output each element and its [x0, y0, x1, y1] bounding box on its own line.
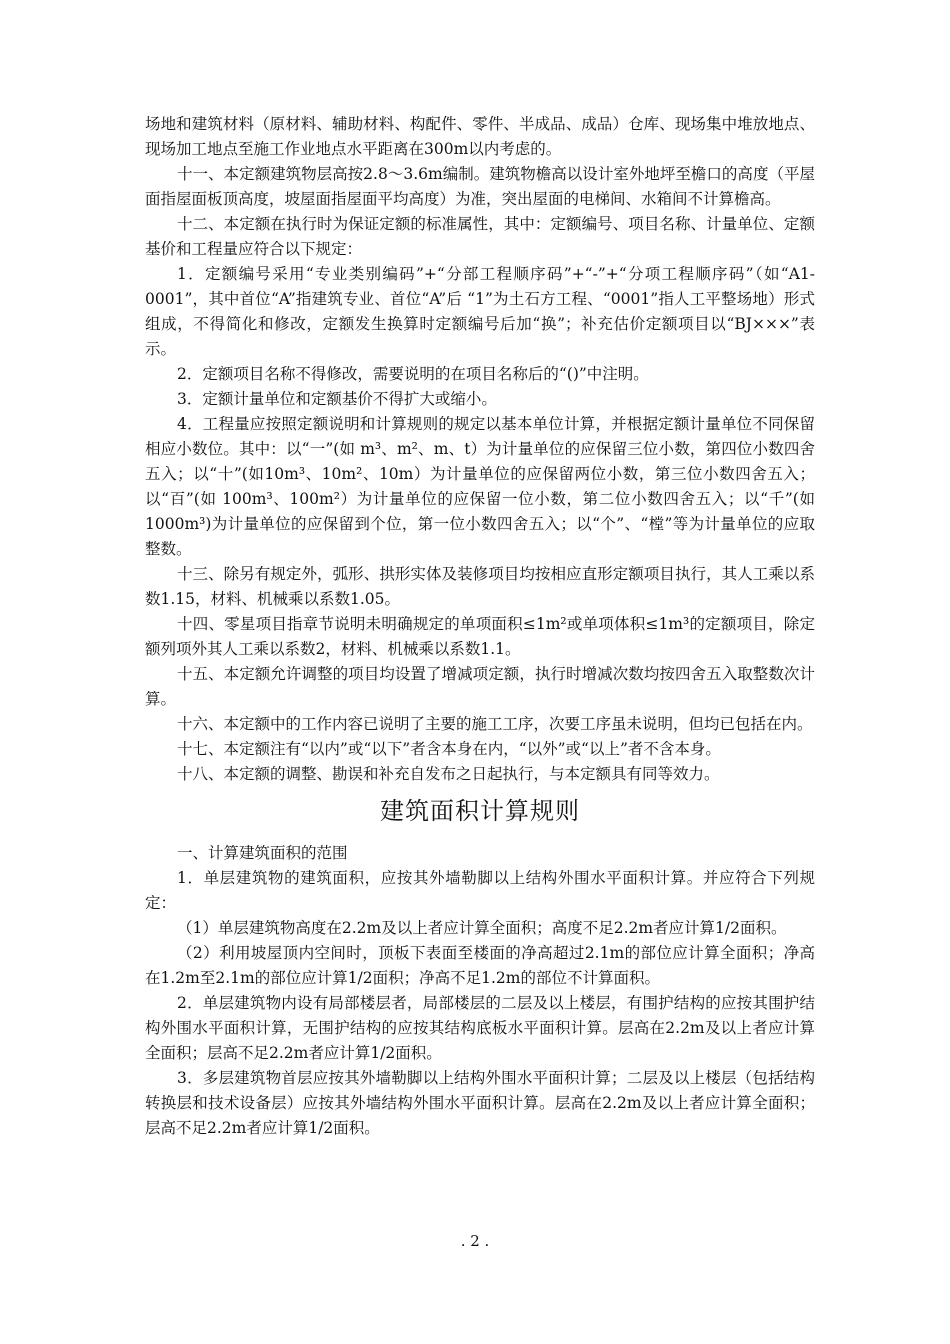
paragraph: 十四、零星项目指章节说明未明确规定的单项面积≤1m²或单项体积≤1m³的定额项目，除定额列项外其人工乘以系数2，材料、机械乘以系数1.1。 [145, 615, 815, 658]
paragraph: 3．定额计量单位和定额基价不得扩大或缩小。 [177, 390, 497, 408]
paragraph: 十六、本定额中的工作内容已说明了主要的施工工序，次要工序虽未说明，但均已包括在内。 [177, 715, 813, 733]
paragraph: 1．定额编号采用“专业类别编码”+“分部工程顺序码”+“-”+“分项工程顺序码”（如“A1-0001”，其中首位“A”指建筑专业、首位“A”后 “1”为土石方工程、“0001”指人工平整场地）形式组成，不得简化和修改，定额发生换算时定额编号后加“换”；补充估价定额项目以“BJ×××”表示。 [145, 265, 815, 358]
paragraph: （2）利用坡屋顶内空间时，顶板下表面至楼面的净高超过2.1m的部位应计算全面积；净高在1.2m至2.1m的部位应计算1/2面积；净高不足1.2m的部位不计算面积。 [145, 944, 815, 987]
paragraph: 2．定额项目名称不得修改，需要说明的在项目名称后的“()”中注明。 [177, 365, 649, 383]
paragraph: 十七、本定额注有“以内”或“以下”者含本身在内，“以外”或“以上”者不含本身。 [177, 740, 721, 758]
section-title: 建筑面积计算规则 [380, 797, 580, 825]
paragraph: 2．单层建筑物内设有局部楼层者，局部楼层的二层及以上楼层，有围护结构的应按其围护结构外围水平面积计算，无围护结构的应按其结构底板水平面积计算。层高在2.2m及以上者应计算全面积；层高不足2.2m者应计算1/2面积。 [145, 994, 815, 1062]
paragraph: 十三、除另有规定外，弧形、拱形实体及装修项目均按相应直形定额项目执行，其人工乘以系数1.15，材料、机械乘以系数1.05。 [145, 565, 815, 608]
top-paragraphs [145, 112, 815, 787]
paragraph: 3．多层建筑物首层应按其外墙勒脚以上结构外围水平面积计算；二层及以上楼层（包括结构转换层和技术设备层）应按其外墙结构外围水平面积计算。层高在2.2m及以上者应计算全面积；层高不足2.2m者应计算1/2面积。 [145, 1069, 815, 1137]
paragraph: 十一、本定额建筑物层高按2.8～3.6m编制。建筑物檐高以设计室外地坪至檐口的高度（平屋面指屋面板顶高度，坡屋面指屋面平均高度）为准，突出屋面的电梯间、水箱间不计算檐高。 [145, 165, 815, 208]
paragraph: 4．工程量应按照定额说明和计算规则的规定以基本单位计算，并根据定额计量单位不同保留相应小数位。其中：以“一”(如 m³、m²、m、t）为计量单位的应保留三位小数，第四位小数四舍五入；以“十”(如10m³、10m²、10m）为计量单位的应保留两位小数，第三位小数四舍五入；以“百”(如 100m³、100m²）为计量单位的应保留一位小数，第二位小数四舍五入；以“千”(如1000m³)为计量单位的应保留到个位，第一位小数四舍五入；以“个”、“樘”等为计量单位的应取整数。 [145, 415, 815, 558]
page-number: . 2 . [460, 1232, 490, 1250]
paragraph: 一、计算建筑面积的范围 [177, 844, 348, 862]
paragraph: 场地和建筑材料（原材料、辅助材料、构配件、零件、半成品、成品）仓库、现场集中堆放地点、现场加工地点至施工作业地点水平距离在300m以内考虑的。 [145, 115, 815, 158]
bottom-paragraphs [145, 841, 815, 1141]
paragraph: 十五、本定额允许调整的项目均设置了增减项定额，执行时增减次数均按四舍五入取整数次计算。 [145, 665, 815, 708]
paragraph: 十二、本定额在执行时为保证定额的标准属性，其中：定额编号、项目名称、计量单位、定额基价和工程量应符合以下规定： [145, 215, 815, 258]
paragraph: 1．单层建筑物的建筑面积，应按其外墙勒脚以上结构外围水平面积计算。并应符合下列规定： [145, 869, 815, 912]
paragraph: 十八、本定额的调整、勘误和补充自发布之日起执行，与本定额具有同等效力。 [177, 765, 720, 783]
paragraph: （1）单层建筑物高度在2.2m及以上者应计算全面积；高度不足2.2m者应计算1/2面积。 [177, 919, 787, 937]
document-page [145, 112, 815, 1141]
